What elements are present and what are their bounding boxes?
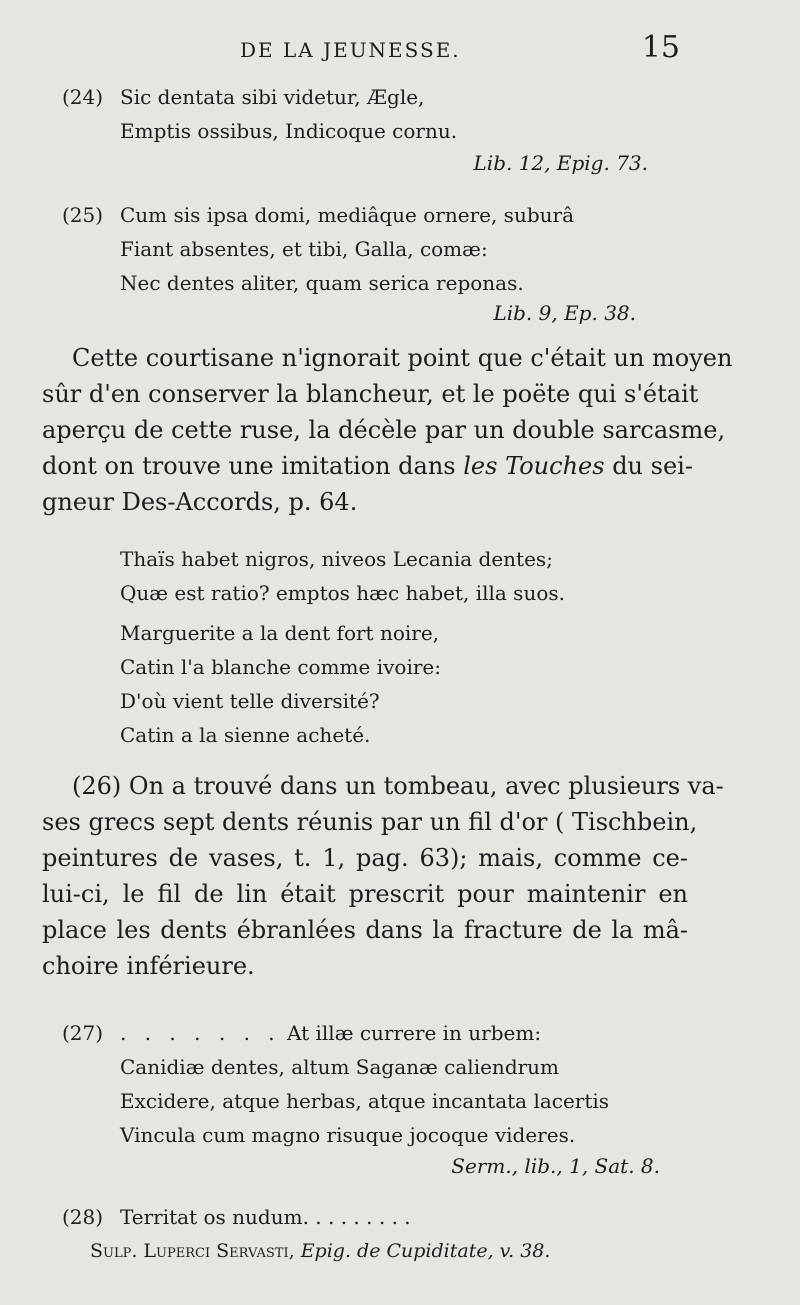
verse-line: Quæ est ratio? emptos hæc habet, illa suos. xyxy=(120,581,565,605)
work-title: Epig. de Cupiditate, v. 38. xyxy=(300,1240,551,1262)
verse-line: Canidiæ dentes, altum Saganæ caliendrum xyxy=(120,1055,560,1079)
verse-line: Cum sis ipsa domi, mediâque ornere, suburâ xyxy=(120,203,574,227)
note-number: (28) xyxy=(62,1205,104,1229)
note-number: (25) xyxy=(62,203,104,227)
main-paragraph xyxy=(42,340,733,520)
note-26 xyxy=(42,768,724,984)
verse-line: Sic dentata sibi videtur, Ægle, xyxy=(120,85,425,109)
paragraph-line: peintures de vases, t. 1, pag. 63); mais, comme ce- xyxy=(42,844,688,872)
verse-line: Thaïs habet nigros, niveos Lecania dentes; xyxy=(120,547,553,571)
page-number: 15 xyxy=(641,30,680,65)
note-24 xyxy=(62,80,458,148)
note-number: (27) xyxy=(62,1021,104,1045)
latin-quotation xyxy=(120,542,565,610)
note-25 xyxy=(62,198,574,300)
verse-line: Emptis ossibus, Indicoque cornu. xyxy=(120,119,458,143)
citation: Lib. 12, Epig. 73. xyxy=(473,151,648,175)
paragraph-line: dont on trouve une imitation dans les Touches du sei- xyxy=(42,452,693,480)
citation: Lib. 9, Ep. 38. xyxy=(493,301,636,325)
paragraph-line: gneur Des-Accords, p. 64. xyxy=(42,488,358,516)
note-27 xyxy=(62,1016,610,1152)
paragraph-line: choire inférieure. xyxy=(42,952,255,980)
verse-line: Excidere, atque herbas, atque incantata lacertis xyxy=(120,1089,610,1113)
page-header xyxy=(0,30,800,70)
note-28-attribution xyxy=(90,1234,550,1268)
verse-line: Fiant absentes, et tibi, Galla, comæ: xyxy=(120,237,488,261)
verse-line: Catin l'a blanche comme ivoire: xyxy=(120,655,441,679)
note-number: (24) xyxy=(62,85,104,109)
verse-line: Nec dentes aliter, quam serica reponas. xyxy=(120,271,524,295)
author-name: Sulp. Luperci Servasti, xyxy=(90,1240,295,1262)
verse-line: Marguerite a la dent fort noire, xyxy=(120,621,440,645)
french-quotation xyxy=(120,616,441,752)
running-title: DE LA JEUNESSE. xyxy=(240,38,461,62)
verse-line: D'où vient telle diversité? xyxy=(120,689,380,713)
verse-line: Territat os nudum. . . . . . . . . xyxy=(120,1205,411,1229)
verse-line: Catin a la sienne acheté. xyxy=(120,723,371,747)
paragraph-line: sûr d'en conserver la blancheur, et le poëte qui s'était xyxy=(42,380,699,408)
paragraph-line: lui-ci, le fil de lin était prescrit pour maintenir en xyxy=(42,880,688,908)
citation: Serm., lib., 1, Sat. 8. xyxy=(451,1154,660,1178)
paragraph-line: (26) On a trouvé dans un tombeau, avec plusieurs va- xyxy=(72,772,724,800)
verse-line: . . . . . . . At illæ currere in urbem: xyxy=(120,1021,542,1045)
verse-line: Vincula cum magno risuque jocoque videres. xyxy=(120,1123,576,1147)
paragraph-line: Cette courtisane n'ignorait point que c'était un moyen xyxy=(72,344,733,372)
paragraph-line: ses grecs sept dents réunis par un fil d'or ( Tischbein, xyxy=(42,808,698,836)
note-28 xyxy=(62,1200,411,1234)
paragraph-line: aperçu de cette ruse, la décèle par un double sarcasme, xyxy=(42,416,726,444)
paragraph-line: place les dents ébranlées dans la fracture de la mâ- xyxy=(42,916,688,944)
